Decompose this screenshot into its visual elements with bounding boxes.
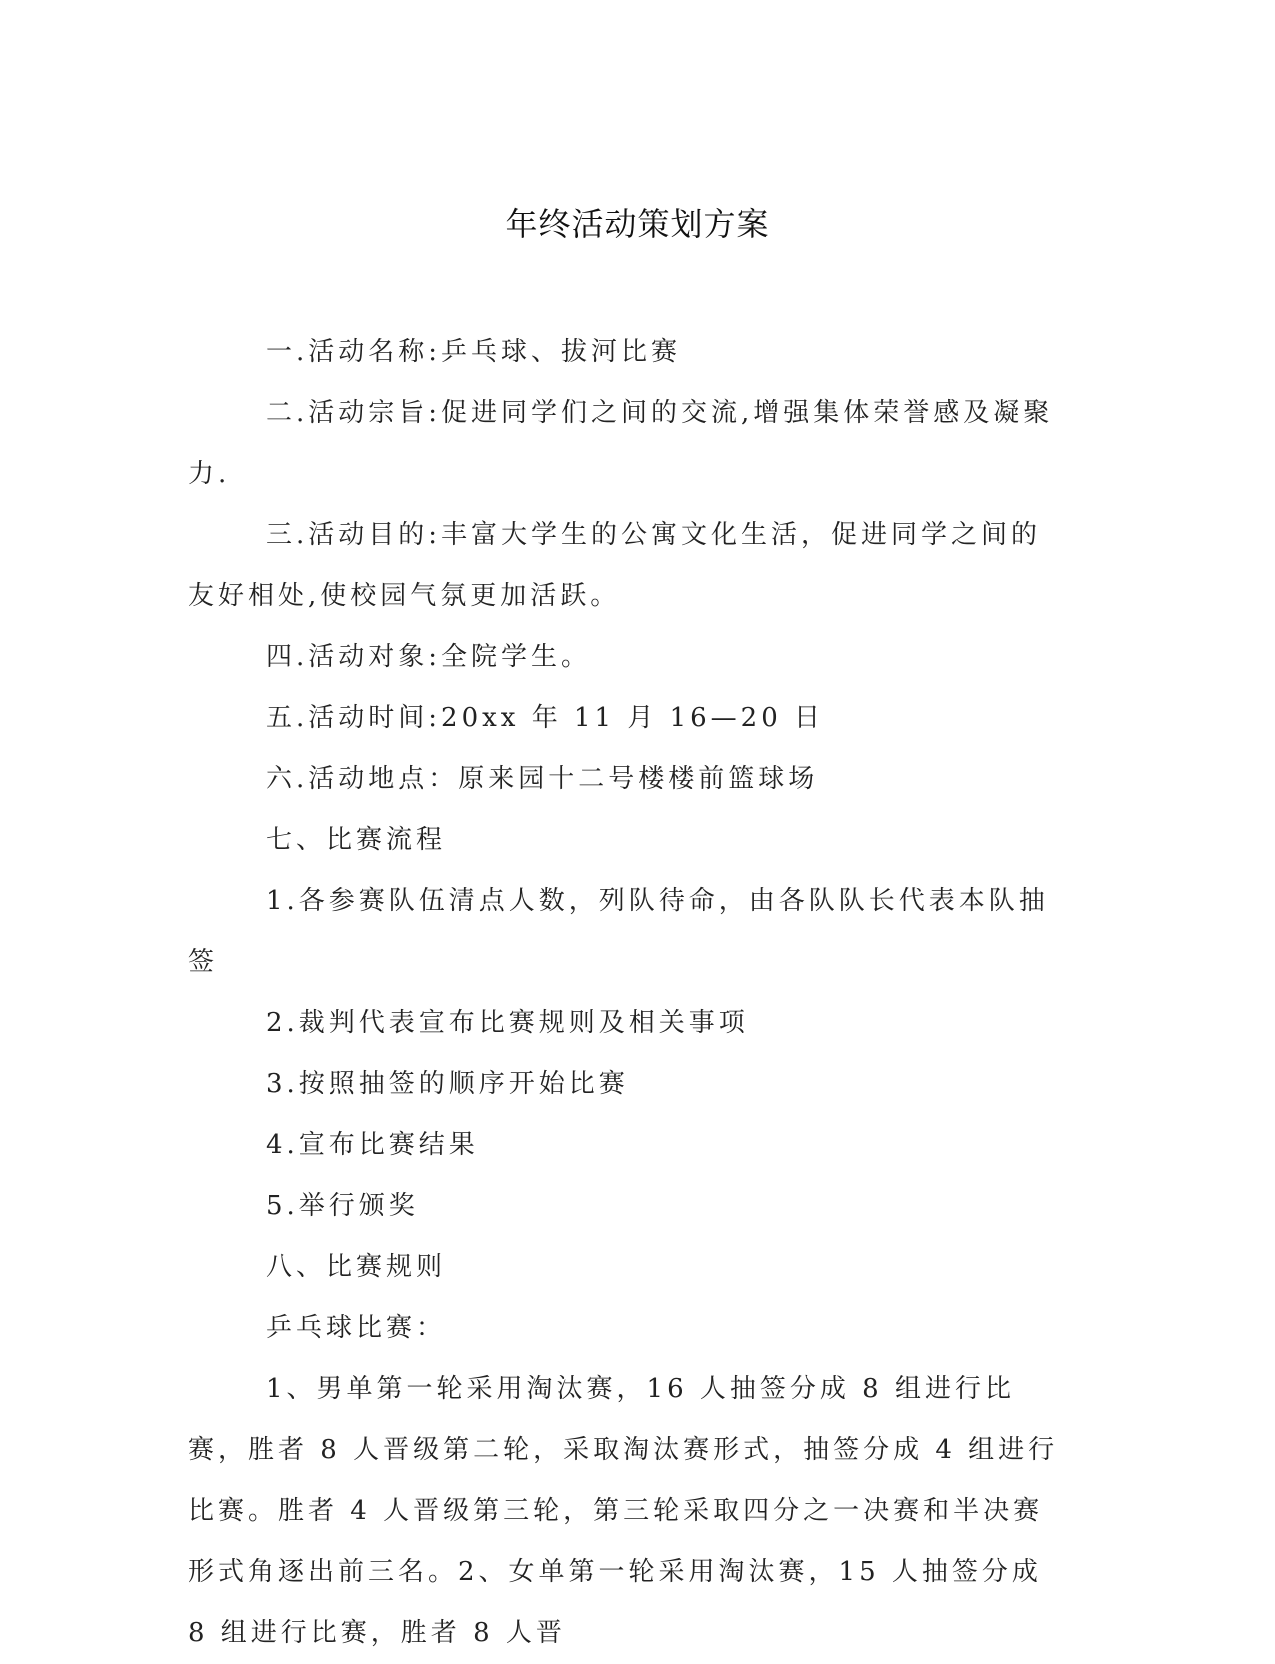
section-heading-process: 七、比赛流程: [266, 825, 447, 855]
process-step-4: 4.宣布比赛结果: [266, 1130, 479, 1160]
paragraph-activity-audience: 四.活动对象:全院学生。: [266, 642, 592, 672]
paragraph-activity-purpose: 二.活动宗旨:促进同学们之间的交流,增强集体荣誉感及凝聚力.: [188, 398, 1054, 489]
paragraph-activity-goal: 三.活动目的:丰富大学生的公寓文化生活，促进同学之间的友好相处,使校园气氛更加活跃。: [188, 520, 1042, 611]
paragraph-activity-location: 六.活动地点：原来园十二号楼楼前篮球场: [266, 764, 819, 794]
paragraph-activity-time: 五.活动时间:20xx 年 11 月 16—20 日: [266, 703, 825, 733]
process-step-2: 2.裁判代表宣布比赛规则及相关事项: [266, 1008, 749, 1038]
paragraph-activity-name: 一.活动名称:乒乓球、拔河比赛: [266, 337, 682, 367]
document-body: [188, 322, 1068, 1664]
process-step-5: 5.举行颁奖: [266, 1191, 419, 1221]
subheading-table-tennis: 乒乓球比赛：: [266, 1313, 447, 1343]
process-step-1: 1.各参赛队伍清点人数，列队待命，由各队队长代表本队抽签: [188, 886, 1049, 977]
document-title: 年终活动策划方案: [505, 205, 770, 243]
paragraph-table-tennis-rules: 1、男单第一轮采用淘汰赛，16 人抽签分成 8 组进行比赛，胜者 8 人晋级第二轮，采取淘汰赛形式，抽签分成 4 组进行比赛。胜者 4 人晋级第三轮，第三轮采取四分之一决赛和半决赛形式角逐出前三名。2、女单第一轮采用淘汰赛，15 人抽签分成 8 组进行比赛，胜者 8 人晋: [188, 1374, 1059, 1648]
process-step-3: 3.按照抽签的顺序开始比赛: [266, 1069, 629, 1099]
section-heading-rules: 八、比赛规则: [266, 1252, 447, 1282]
